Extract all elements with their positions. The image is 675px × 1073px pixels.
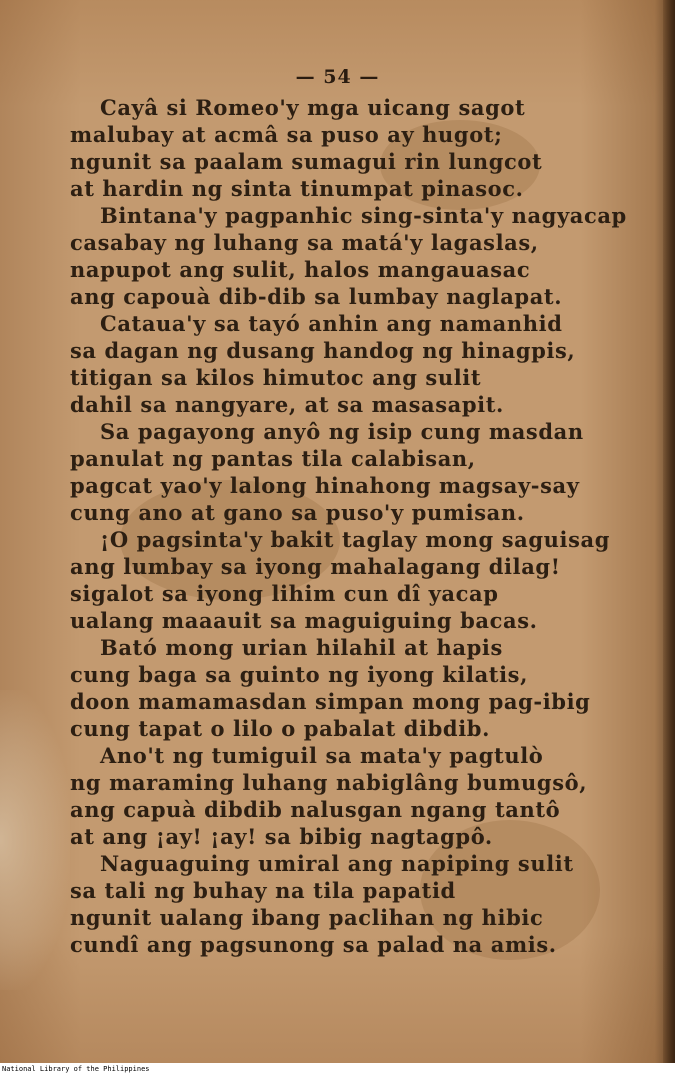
poem-line: Bató mong urian hilahil at hapis xyxy=(100,635,503,660)
worn-edge xyxy=(0,690,70,990)
poem-line: cung ano at gano sa puso'y pumisan. xyxy=(70,500,525,525)
poem-line: Cayâ si Romeo'y mga uicang sagot xyxy=(100,95,526,120)
poem-line: ang lumbay sa iyong mahalagang dilag! xyxy=(70,554,561,579)
poem-line: ngunit sa paalam sumagui rin lungcot xyxy=(70,149,543,174)
poem-line: doon mamamasdan simpan mong pag-ibig xyxy=(70,689,591,714)
poem-line: cung tapat o lilo o pabalat dibdib. xyxy=(70,716,490,741)
poem-line: dahil sa nangyare, at sa masasapit. xyxy=(70,392,504,417)
poem-line: ¡O pagsinta'y bakit taglay mong saguisag xyxy=(100,527,610,552)
poem-line: ang capouà dib-dib sa lumbay naglapat. xyxy=(70,284,563,309)
poem-line: at hardin ng sinta tinumpat pinasoc. xyxy=(70,176,524,201)
poem-line: sigalot sa iyong lihim cun dî yacap xyxy=(70,581,499,606)
poem-line: ualang maaauit sa maguiguing bacas. xyxy=(70,608,538,633)
poem-line: ngunit ualang ibang paclihan ng hibic xyxy=(70,905,544,930)
poem-line: Sa pagayong anyô ng isip cung masdan xyxy=(100,419,584,444)
poem-line: pagcat yao'y lalong hinahong magsay-say xyxy=(70,473,580,498)
poem-line: cundî ang pagsunong sa palad na amis. xyxy=(70,932,557,957)
binding-shadow xyxy=(663,0,675,1063)
poem-line: Cataua'y sa tayó anhin ang namanhid xyxy=(100,311,563,336)
poem-line: panulat ng pantas tila calabisan, xyxy=(70,446,476,471)
poem-line: sa tali ng buhay na tila papatid xyxy=(70,878,456,903)
poem-line: malubay at acmâ sa puso ay hugot; xyxy=(70,122,503,147)
poem-line: casabay ng luhang sa matá'y lagaslas, xyxy=(70,230,539,255)
library-credit: National Library of the Philippines xyxy=(2,1065,150,1073)
poem-line: Ano't ng tumiguil sa mata'y pagtulò xyxy=(100,743,544,768)
poem-line: sa dagan ng dusang handog ng hinagpis, xyxy=(70,338,576,363)
poem-line: at ang ¡ay! ¡ay! sa bibig nagtagpô. xyxy=(70,824,493,849)
poem-text xyxy=(70,94,630,958)
poem-line: ang capuà dibdib nalusgan ngang tantô xyxy=(70,797,561,822)
poem-line: cung baga sa guinto ng iyong kilatis, xyxy=(70,662,529,687)
poem-line: titigan sa kilos himutoc ang sulit xyxy=(70,365,482,390)
poem-line: napupot ang sulit, halos mangauasac xyxy=(70,257,531,282)
poem-line: Bintana'y pagpanhic sing-sinta'y nagyacap xyxy=(100,203,627,228)
page-number: — 54 — xyxy=(295,66,380,88)
poem-line: Naguaguing umiral ang napiping sulit xyxy=(100,851,574,876)
poem-line: ng maraming luhang nabiglâng bumugsô, xyxy=(70,770,588,795)
